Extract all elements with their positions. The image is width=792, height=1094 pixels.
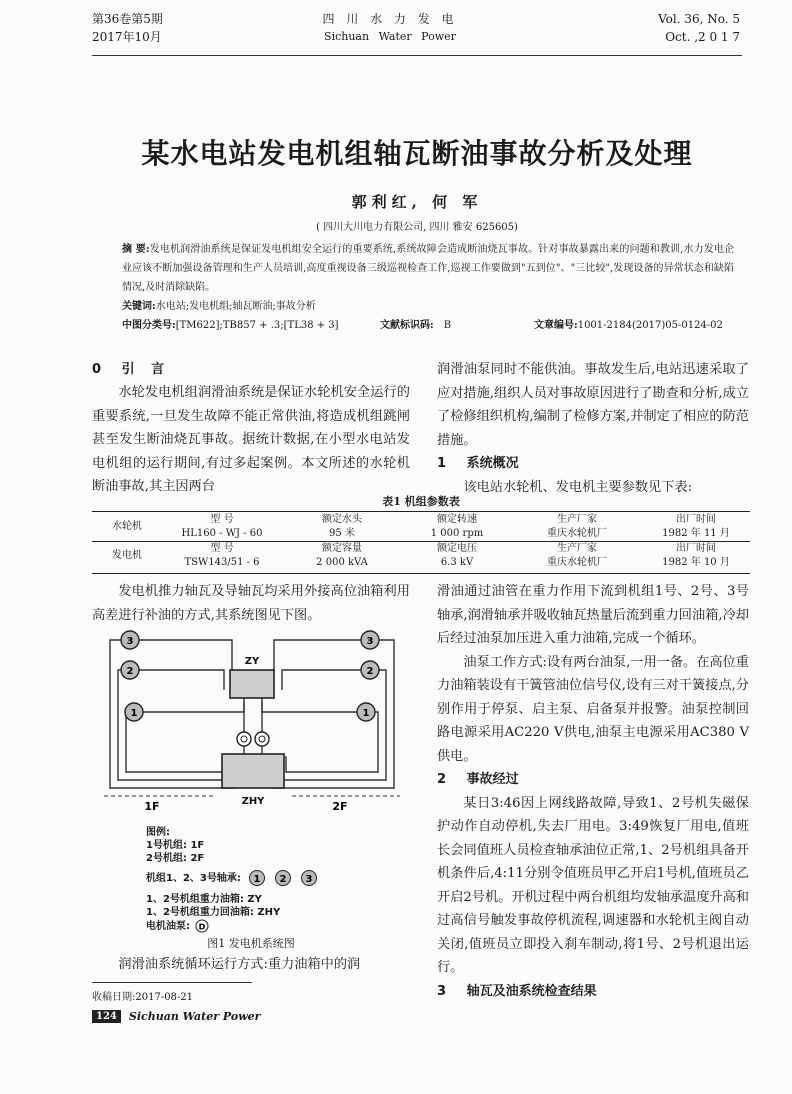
bearing-3-unit1 [121,631,139,649]
header-date: 2017年10月 [92,30,162,44]
table-caption: 表1 机组参数表 [382,495,460,508]
unit-2-label: 2F [332,800,348,812]
journal-volume-info [92,10,242,46]
footer-journal: Sichuan Water Power [128,1010,261,1023]
section-1-heading [437,452,749,476]
keywords [122,297,734,316]
authors: 郭利红, 何 军 [351,193,483,211]
section-2-title: 事故经过 [466,772,519,787]
section-0-number: 0 [92,362,102,377]
svg-text:3: 3 [366,636,374,647]
oil-pump-left [237,732,251,746]
legend-pump-text: 电机油泵: [146,920,190,932]
header-volume: 第36卷第5期 [92,12,163,26]
section-2-heading [437,768,749,792]
clc-code: [TM622];TB857 + .3;[TL38 + 3] [175,320,339,331]
table-header-cell: 型 号 [210,514,234,525]
article-no: 1001-2184(2017)05-0124-02 [577,320,723,331]
classification-line [122,316,734,335]
table-cell: HL160 - WJ - 60 [181,528,263,539]
affiliation: ( 四川大川电力有限公司, 四川 雅安 625605) [316,222,518,233]
svg-text:2: 2 [126,666,134,677]
doc-code: B [443,320,452,331]
table-row [92,513,750,527]
header-vol-en: Vol. 36, No. 5 [658,12,740,26]
table-header-cell: 额定电压 [437,543,477,554]
return-tank-zhy [222,754,284,788]
left-bottom-paragraph [92,953,410,977]
legend-bearings-text: 机组1、2、3号轴承: [146,872,241,884]
section-0-title: 引 言 [121,362,171,377]
page-title: 某水电站发电机组轴瓦断油事故分析及处理 [141,137,693,170]
bearing-2-unit2 [361,661,379,679]
svg-text:2: 2 [279,874,287,885]
journal-name [300,10,480,46]
pump-icon [194,919,210,933]
legend-bearings [146,869,386,887]
section-0-body [92,381,410,499]
left-after-table-paragraph: 发电机推力轴瓦及导轴瓦均采用外接高位油箱利用高差进行补油的方式,其系统图见下图。 [92,584,410,623]
generator-label: 发电机 [112,550,142,561]
article-no-label: 文章编号: [534,320,578,331]
table-cell: TSW143/51 - 6 [184,557,260,568]
page-number: 124 [92,1010,121,1023]
legend-title: 图例: [146,827,170,838]
section-0-heading [92,358,170,377]
legend-bearing-icons [247,869,319,887]
table-top-rule [92,511,750,512]
right-column-top [437,358,749,499]
table-header-cell: 生产厂家 [557,543,597,554]
svg-text:D: D [198,922,206,932]
turbine-label: 水轮机 [112,521,142,532]
page-footer [92,1010,260,1023]
unit-1-label: 1F [144,800,160,812]
section-0-paragraph: 水轮发电机组润滑油系统是保证水轮机安全运行的重要系统,一旦发生故障不能正常供油,将造成机组跳闸甚至发生断油烧瓦事故。据统计数据,在小型水电站发电机组的运行期间,有过多起案例。本文所述的水轮机断油事故,其主因两台 [92,385,410,494]
table-header-cell: 额定容量 [322,543,362,554]
table-cell: 重庆水轮机厂 [547,528,607,539]
generator-system-diagram [104,624,400,812]
table-header-cell: 额定转速 [437,514,477,525]
gravity-tank-zy [230,670,274,698]
header-date-en: Oct. ,2 0 1 7 [665,30,740,44]
abstract-label: 摘 要: [122,244,150,255]
section-2-number: 2 [437,772,447,787]
pump-operation-paragraph: 油泵工作方式:设有两台油泵,一用一备。在高位重力油箱装设有干簧管油位信号仪,设有三对干簧接点,分别作用于停泵、启主泵、启备泵并报警。油泵控制回路电源采用AC220 V供电,油泵主电源采用AC380 V供电。 [437,654,749,764]
svg-text:2: 2 [366,666,374,677]
table-row [92,542,750,557]
header-journal-en: Sichuan Water Power [324,30,456,43]
left-bottom-text: 润滑油系统循环运行方式:重力油箱中的润 [118,957,361,972]
bearing-2-unit1 [121,661,139,679]
abstract [122,240,734,297]
figure-caption: 图1 发电机系统图 [207,937,295,950]
svg-text:1: 1 [253,874,261,885]
section-1-paragraph: 该电站水轮机、发电机主要参数见下表: [463,479,693,495]
abstract-text: 发电机润滑油系统是保证发电机组安全运行的重要系统,系统故障会造成断油烧瓦事故。针对事故暴露出来的问题和教训,水力发电企业应该不断加强设备管理和生产人员培训,高度重视设备三级巡视检查工作,巡视工作要做到"五到位"、"三比较",发现设备的异常状态和缺陷情况,及时消除缺陷。 [122,244,734,293]
section-1-title: 系统概况 [466,456,519,471]
legend-unit2: 2号机组: 2F [146,853,205,864]
table-header-cell: 出厂时间 [676,543,716,554]
table-cell: 1982 年 11 月 [662,528,730,539]
table-cell: 重庆水轮机厂 [547,557,607,568]
right-column-bottom [437,580,749,1003]
gravity-tank-label: ZY [244,656,260,667]
clc-label: 中图分类号: [122,320,176,331]
system-description-paragraph: 滑油通过油管在重力作用下流到机组1号、2号、3号轴承,润滑轴承并吸收轴瓦热量后流到重力回油箱,冷却后经过油泵加压进入重力油箱,完成一个循环。 [437,584,749,646]
table-header-cell: 出厂时间 [676,514,716,525]
section-1-number: 1 [437,456,447,471]
oil-pump-right [255,732,269,746]
bearing-1-unit1 [125,703,143,721]
table-cell: 2 000 kVA [316,557,368,568]
return-tank-label: ZHY [241,796,265,807]
table-cell: 1982 年 10 月 [662,557,730,568]
svg-text:1: 1 [362,708,370,719]
header-rule [92,55,742,56]
figure-legend [146,826,386,933]
svg-text:1: 1 [130,708,138,719]
table-row [92,527,750,542]
received-date: 收稿日期:2017-08-21 [92,992,194,1003]
footnote-rule [92,982,252,983]
keywords-text: 水电站;发电机组;轴瓦断油;事故分析 [155,301,316,312]
left-after-table [92,580,410,627]
accident-process-paragraph: 某日3:46因上网线路故障,导致1、2号机失磁保护动作自动停机,失去厂用电。3:49恢复厂用电,值班长会同值班人员检查轴承油位正常,1、2号机组具备开机条件后,4:11分别令值班员甲乙开启1号机,值班员乙开启2号机。开机过程中两台机组均发轴承温度升高和过高信号触发事故停机流程,调速器和水轮机主阀自动关闭,值班员立即投入刹车制动,将1号、2号机退出运行。 [437,795,749,975]
svg-text:3: 3 [126,636,134,647]
table-header-cell: 额定水头 [322,514,362,525]
section-3-title: 轴瓦及油系统检查结果 [466,983,597,999]
bearing-1-unit2 [357,703,375,721]
table-row [92,556,750,570]
section-3-heading [437,980,749,1004]
table-cell: 95 米 [329,528,355,539]
bearing-3-unit2 [361,631,379,649]
doc-code-label: 文献标识码: [380,320,434,331]
legend-pump [146,919,386,933]
table-cell: 6.3 kV [440,557,474,568]
params-table [92,513,750,570]
header-journal-cn: 四 川 水 力 发 电 [322,12,458,26]
legend-unit1: 1号机组: 1F [146,840,205,851]
section-3-number: 3 [437,983,447,999]
table-bottom-rule [92,573,750,574]
table-header-cell: 生产厂家 [557,514,597,525]
section-0-continued: 润滑油泵同时不能供油。事故发生后,电站迅速采取了应对措施,组织人员对事故原因进行了勘查和分析,成立了检修组织机构,编制了检修方案,并制定了相应的防范措施。 [437,362,749,448]
legend-gravity-tank: 1、2号机组重力油箱: ZY [146,894,262,905]
table-header-cell: 型 号 [210,543,234,554]
keywords-label: 关键词: [122,301,156,312]
svg-text:3: 3 [305,874,313,885]
table-cell: 1 000 rpm [430,528,484,539]
legend-return-tank: 1、2号机组重力回油箱: ZHY [146,907,281,918]
journal-volume-en [580,10,740,46]
